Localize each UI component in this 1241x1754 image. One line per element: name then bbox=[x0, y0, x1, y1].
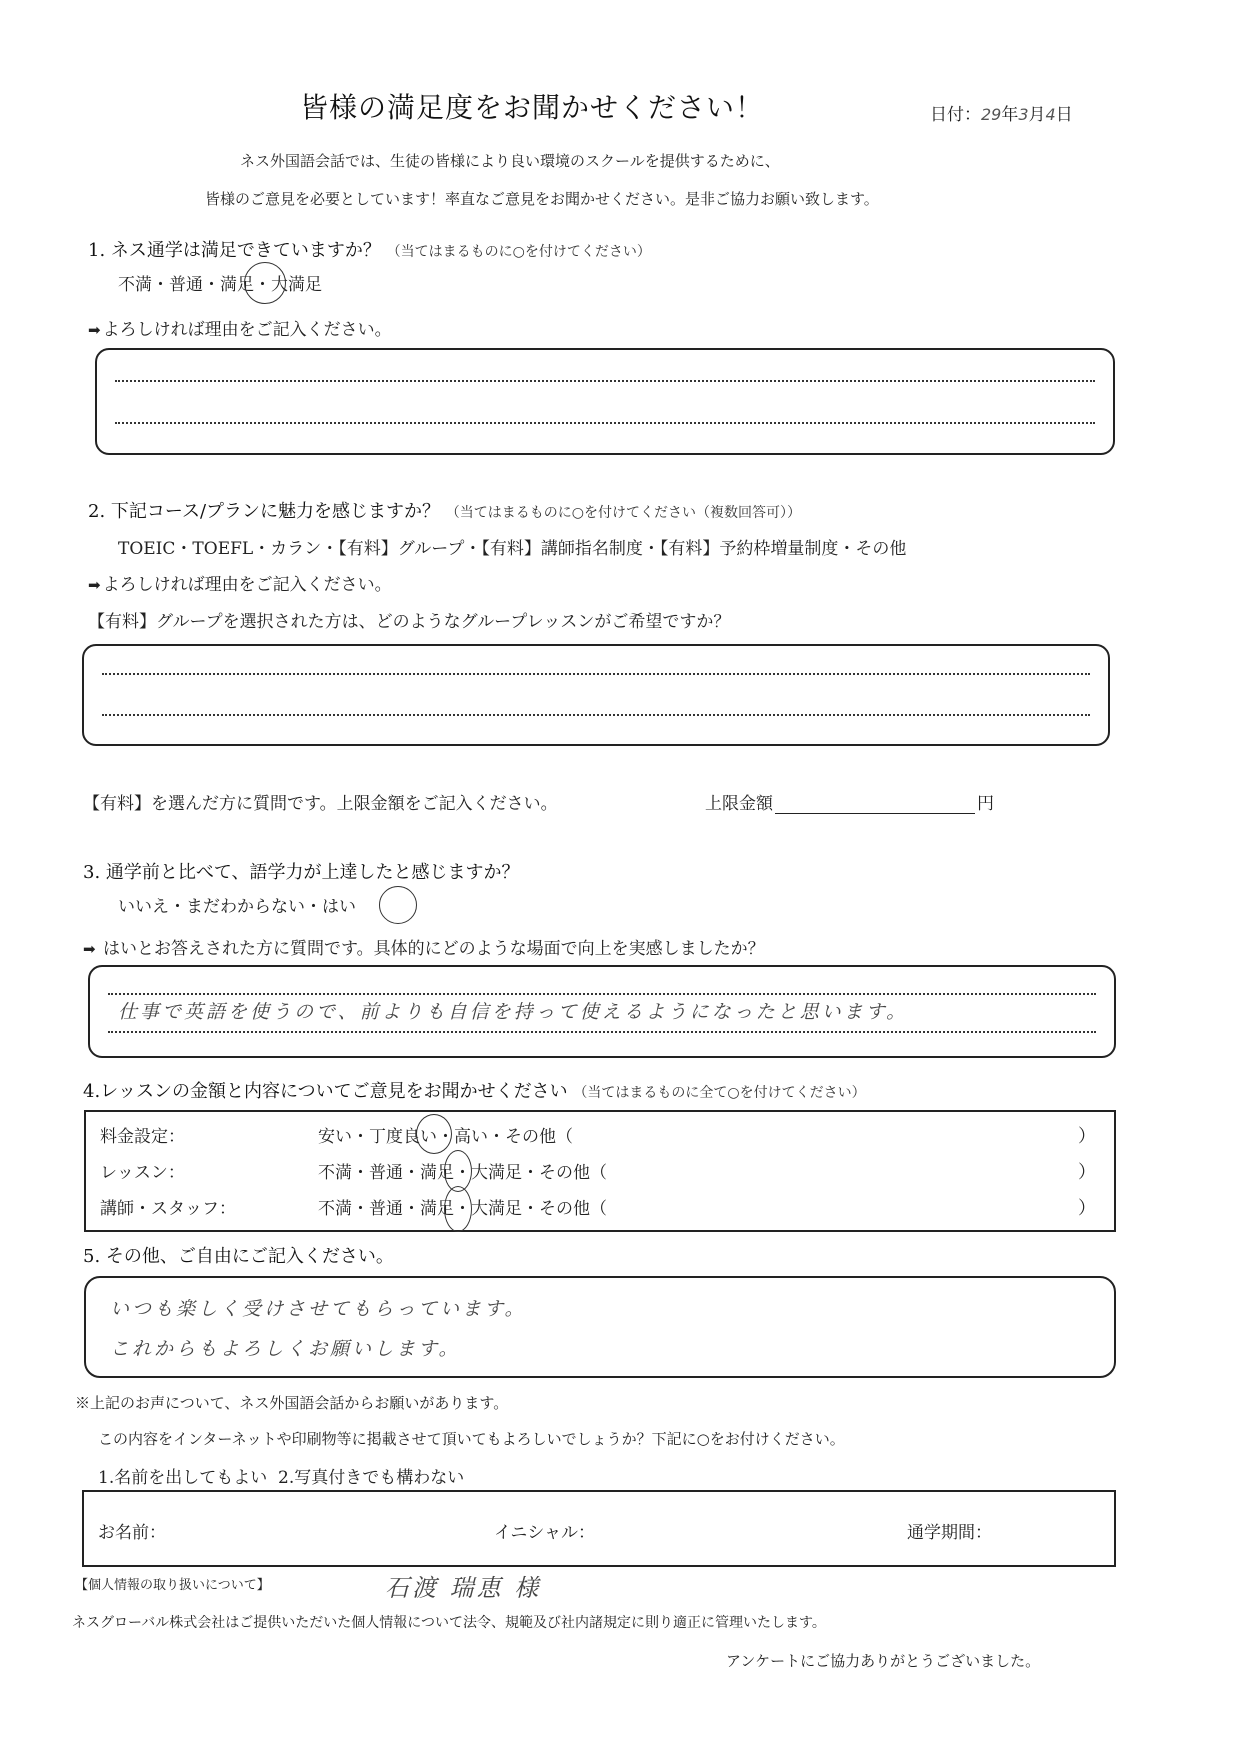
date-day: 4 bbox=[1045, 105, 1056, 124]
q4-option[interactable]: その他（ bbox=[539, 1163, 607, 1183]
q4-option-selected[interactable]: 満足 bbox=[420, 1163, 454, 1183]
consent-info-box bbox=[82, 1490, 1116, 1567]
q4-close-paren: ） bbox=[1078, 1126, 1096, 1147]
q1-question bbox=[88, 236, 651, 262]
q4-option[interactable]: 高い bbox=[454, 1127, 488, 1147]
date-year: 29 bbox=[981, 105, 1002, 124]
q3-answer-line bbox=[108, 993, 1096, 995]
initial-field[interactable] bbox=[494, 1518, 595, 1543]
arrow-right-icon: ➡ bbox=[83, 940, 96, 958]
q4-row-options: 不満・普通・満足・大満足・その他（ bbox=[318, 1163, 607, 1183]
q3-option-selected[interactable]: はい bbox=[322, 897, 356, 917]
q3-options: いいえ・まだわからない・はい bbox=[118, 897, 356, 917]
initial-label: イニシャル： bbox=[494, 1523, 595, 1543]
name-field[interactable] bbox=[98, 1518, 166, 1543]
q3-followup-prompt-text: はいとお答えされた方に質問です。具体的にどのような場面で向上を実感しましたか？ bbox=[102, 939, 765, 959]
survey-date bbox=[930, 100, 1073, 125]
q2-question-text: 2. 下記コース/プランに魅力を感じますか？ bbox=[88, 501, 441, 522]
q1-option[interactable]: 普通 bbox=[169, 275, 203, 295]
q1-option[interactable]: 大満足 bbox=[271, 275, 322, 295]
q3-selection-circle bbox=[379, 886, 417, 924]
q4-note: （当てはまるものに全て○を付けてください） bbox=[573, 1085, 866, 1101]
consent-question: この内容をインターネットや印刷物等に掲載させて頂いてもよろしいでしょうか？下記に○をお付けください。 bbox=[98, 1430, 845, 1448]
q3-answer-box[interactable] bbox=[88, 965, 1116, 1058]
consent-option-name[interactable]: 1.名前を出してもよい bbox=[98, 1468, 268, 1488]
survey-title: 皆様の満足度をお聞かせください！ bbox=[300, 91, 765, 124]
date-month: 3 bbox=[1018, 105, 1029, 124]
q4-option[interactable]: その他（ bbox=[505, 1127, 573, 1147]
q4-row-label: 講師・スタッフ： bbox=[100, 1199, 236, 1219]
q2-group-line bbox=[102, 673, 1090, 675]
q5-handwritten-line: いつも楽しく受けさせてもらっています。 bbox=[110, 1298, 527, 1320]
handwritten-signature: 石渡 瑞恵 様 bbox=[385, 1574, 542, 1602]
q1-reason-prompt-text: よろしければ理由をご記入ください。 bbox=[102, 320, 392, 340]
q2-options: TOEIC・TOEFL・カラン・【有料】グループ・【有料】講師指名制度・【有料】予約枠増量制度・その他 bbox=[118, 539, 907, 559]
period-field[interactable] bbox=[907, 1518, 992, 1543]
date-month-unit: 月 bbox=[1028, 105, 1046, 125]
date-day-unit: 日 bbox=[1055, 105, 1073, 125]
q5-answer-box[interactable] bbox=[84, 1276, 1116, 1378]
q2-group-prompt: 【有料】グループを選択された方は、どのようなグループレッスンがご希望ですか？ bbox=[88, 612, 731, 632]
q2-reason-prompt bbox=[88, 570, 392, 595]
q5-question: 5. その他、ご自由にご記入ください。 bbox=[83, 1246, 394, 1267]
q4-table bbox=[84, 1110, 1116, 1232]
q2-group-box[interactable] bbox=[82, 644, 1110, 746]
q2-option[interactable]: 【有料】グループ bbox=[338, 539, 465, 559]
q3-question: 3. 通学前と比べて、語学力が上達したと感じますか？ bbox=[83, 862, 520, 883]
consent-options bbox=[98, 1463, 464, 1488]
q1-reason-line bbox=[115, 380, 1095, 382]
q2-option[interactable]: 【有料】予約枠増量制度 bbox=[659, 539, 839, 559]
price-input-line[interactable] bbox=[775, 812, 975, 814]
date-year-unit: 年 bbox=[1001, 105, 1019, 125]
period-label: 通学期間： bbox=[907, 1523, 992, 1543]
thanks-text: アンケートにご協力ありがとうございました。 bbox=[726, 1652, 1041, 1670]
consent-notice: ※上記のお声について、ネス外国語会話からお願いがあります。 bbox=[75, 1394, 509, 1412]
intro-line-1: ネス外国語会話では、生徒の皆様により良い環境のスクールを提供するために、 bbox=[240, 152, 780, 170]
q4-option-selected[interactable]: 満足 bbox=[420, 1199, 454, 1219]
q2-price-prompt: 【有料】を選んだ方に質問です。上限金額をご記入ください。 bbox=[83, 794, 558, 814]
q4-row-label: 料金設定： bbox=[100, 1127, 185, 1147]
q2-price-field[interactable] bbox=[705, 789, 994, 814]
q4-close-paren: ） bbox=[1078, 1162, 1096, 1183]
q1-option-selected[interactable]: 満足 bbox=[220, 275, 254, 295]
q2-option[interactable]: その他 bbox=[855, 539, 907, 559]
q2-group-line bbox=[102, 714, 1090, 716]
q4-close-paren: ） bbox=[1078, 1198, 1096, 1219]
q2-note: （当てはまるものに○を付けてください（複数回答可）） bbox=[445, 505, 802, 521]
q1-reason-prompt bbox=[88, 315, 392, 340]
q4-question bbox=[83, 1077, 866, 1103]
q3-handwritten-answer: 仕事で英語を使うので、前よりも自信を持って使えるようになったと思います。 bbox=[118, 1001, 909, 1023]
q4-option[interactable]: 普通 bbox=[369, 1199, 403, 1219]
q4-row-label: レッスン： bbox=[100, 1163, 185, 1183]
price-unit: 円 bbox=[977, 794, 994, 814]
date-label: 日付： bbox=[930, 105, 981, 125]
q3-option[interactable]: まだわからない bbox=[186, 897, 305, 917]
q2-question bbox=[88, 497, 801, 523]
q2-reason-prompt-text: よろしければ理由をご記入ください。 bbox=[102, 575, 392, 595]
q2-option[interactable]: カラン bbox=[270, 539, 322, 559]
q1-options: 不満・普通・満足・大満足 bbox=[118, 275, 322, 295]
q4-option[interactable]: 大満足 bbox=[471, 1199, 522, 1219]
intro-line-2: 皆様のご意見を必要としています！率直なご意見をお聞かせください。是非ご協力お願い致します。 bbox=[205, 190, 879, 208]
q4-option[interactable]: その他（ bbox=[539, 1199, 607, 1219]
q3-answer-line bbox=[108, 1031, 1096, 1033]
q4-option[interactable]: 安い bbox=[318, 1127, 352, 1147]
q3-option[interactable]: いいえ bbox=[118, 897, 169, 917]
q2-option[interactable]: TOEIC bbox=[118, 539, 176, 559]
q4-option-selected[interactable]: 丁度良い bbox=[369, 1127, 437, 1147]
consent-option-photo[interactable]: 2.写真付きでも構わない bbox=[278, 1468, 465, 1488]
q1-note: （当てはまるものに○を付けてください） bbox=[386, 244, 651, 260]
q3-followup-prompt bbox=[83, 934, 765, 959]
q2-option[interactable]: 【有料】講師指名制度 bbox=[481, 539, 643, 559]
privacy-heading: 【個人情報の取り扱いについて】 bbox=[75, 1578, 270, 1593]
privacy-text: ネスグローバル株式会社はご提供いただいた個人情報について法令、規範及び社内諸規定に則り適正に管理いたします。 bbox=[72, 1615, 826, 1631]
q4-row-options: 安い・丁度良い・高い・その他（ bbox=[318, 1127, 573, 1147]
q4-row-options: 不満・普通・満足・大満足・その他（ bbox=[318, 1199, 607, 1219]
q4-option[interactable]: 不満 bbox=[318, 1199, 352, 1219]
name-label: お名前： bbox=[98, 1523, 166, 1543]
q4-question-text: 4.レッスンの金額と内容についてご意見をお聞かせください bbox=[83, 1081, 568, 1102]
arrow-right-icon: ➡ bbox=[88, 321, 101, 339]
q1-question-text: 1. ネス通学は満足できていますか？ bbox=[88, 240, 381, 261]
q1-reason-box[interactable] bbox=[95, 348, 1115, 455]
q5-handwritten-line: これからもよろしくお願いします。 bbox=[110, 1338, 461, 1360]
q4-option[interactable]: 不満 bbox=[318, 1163, 352, 1183]
q2-option[interactable]: TOEFL bbox=[192, 539, 254, 559]
q4-option[interactable]: 普通 bbox=[369, 1163, 403, 1183]
price-label: 上限金額 bbox=[705, 794, 773, 814]
q4-option[interactable]: 大満足 bbox=[471, 1163, 522, 1183]
q1-option[interactable]: 不満 bbox=[118, 275, 152, 295]
q1-reason-line bbox=[115, 422, 1095, 424]
arrow-right-icon: ➡ bbox=[88, 576, 101, 594]
